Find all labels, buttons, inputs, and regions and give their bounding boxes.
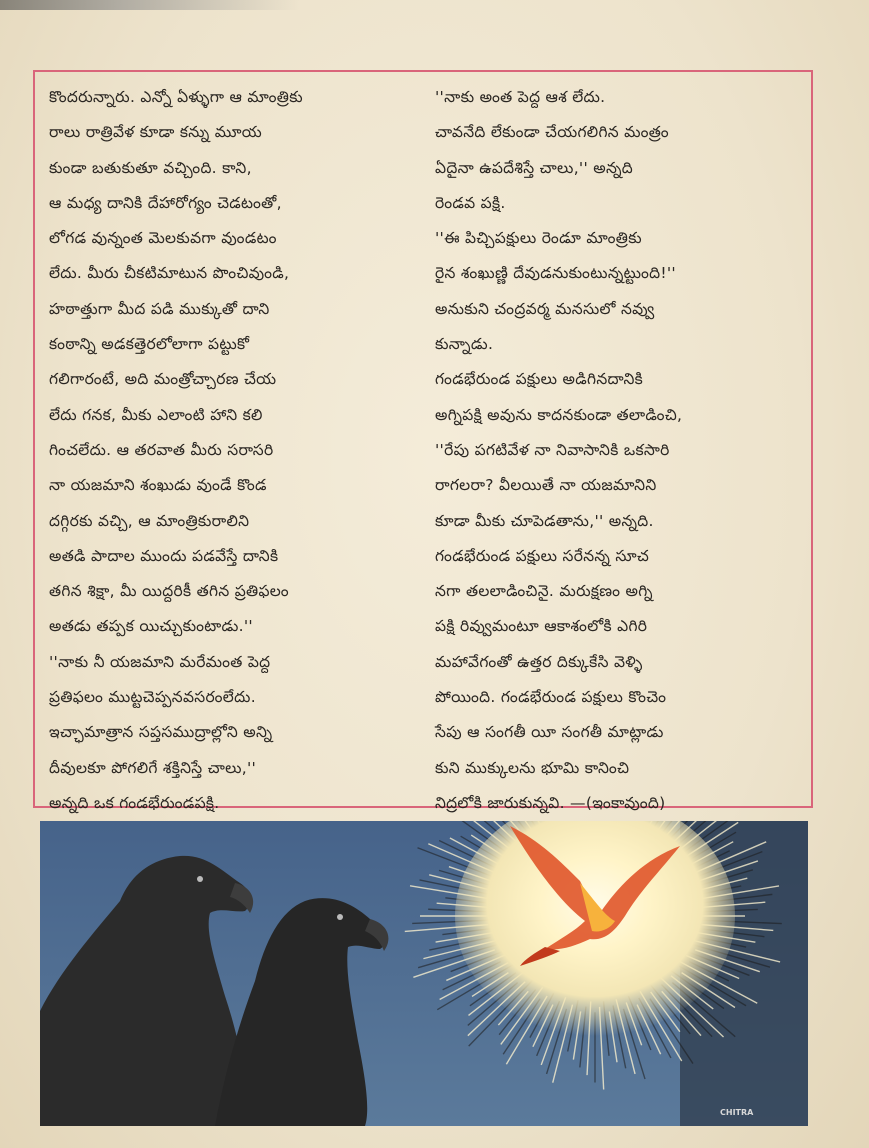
text-line: రాగలరా? వీలయితే నా యజమానిని bbox=[435, 476, 657, 495]
text-line: దీవులకూ పోగలిగే శక్తినిస్తే చాలు,'' bbox=[49, 758, 257, 777]
text-line: సేపు ఆ సంగతీ యీ సంగతీ మాట్లాడు bbox=[435, 723, 664, 742]
text-line: తగిన శిక్షా, మీ యిద్దరికీ తగిన ప్రతిఫలం bbox=[49, 582, 289, 601]
text-line: గండభేరుండ పక్షులు అడిగినదానికి bbox=[435, 370, 644, 389]
text-line: అతడి పాదాల ముందు పడవేస్తే దానికి bbox=[49, 546, 279, 565]
text-line: లేదు. మీరు చీకటిమాటున పొంచివుండి, bbox=[49, 264, 290, 283]
text-line: ఆ మధ్య దానికి దేహారోగ్యం చెడటంతో, bbox=[49, 193, 282, 212]
text-line: అతడు తప్పక యిచ్చుకుంటాడు.'' bbox=[49, 617, 253, 636]
story-text-frame bbox=[33, 70, 813, 812]
text-line: కంఠాన్ని అడకత్తెరలోలాగా పట్టుకో bbox=[49, 335, 250, 354]
left-text-column bbox=[49, 80, 401, 821]
text-line: రెండవ పక్షి. bbox=[435, 193, 506, 212]
text-line: కొందరున్నారు. ఎన్నో ఏళ్ళుగా ఆ మాంత్రికు bbox=[49, 88, 303, 106]
text-line: లోగడ వున్నంత మెలకువగా వుండటం bbox=[49, 229, 277, 248]
text-line: ఏదైనా ఉపదేశిస్తే చాలు,'' అన్నది bbox=[435, 158, 634, 177]
right-text-column bbox=[435, 80, 787, 821]
text-line: లేదు గనక, మీకు ఎలాంటి హాని కలి bbox=[49, 405, 263, 424]
text-line: హఠాత్తుగా మీద పడి ముక్కుతో దాని bbox=[49, 299, 270, 318]
text-line: రైన శంఖుణ్ణి దేవుడనుకుంటున్నట్టుంది!'' bbox=[435, 264, 676, 283]
text-line: ఇచ్ఛామాత్రాన సప్తసముద్రాల్లోని అన్ని bbox=[49, 723, 273, 742]
top-edge-stain bbox=[0, 0, 300, 10]
text-line: ''నాకు అంత పెద్ద ఆశ లేదు. bbox=[435, 88, 606, 106]
text-line: అన్నది ఒక గండభేరుండపక్షి. bbox=[49, 793, 220, 812]
text-line: అనుకుని చంద్రవర్మ మనసులో నవ్వు bbox=[435, 299, 655, 318]
text-line: కుని ముక్కులను భూమి కానించి bbox=[435, 758, 630, 777]
story-illustration bbox=[40, 821, 808, 1126]
text-line: పక్షి రివ్వుమంటూ ఆకాశంలోకి ఎగిరి bbox=[435, 617, 648, 636]
illustration-svg bbox=[40, 821, 808, 1126]
text-line: గించలేదు. ఆ తరవాత మీరు సరాసరి bbox=[49, 440, 274, 459]
text-line: ''ఈ పిచ్చిపక్షులు రెండూ మాంత్రికు bbox=[435, 229, 642, 248]
text-line: అగ్నిపక్షి అవును కాదనకుండా తలాడించి, bbox=[435, 405, 683, 424]
artist-signature: CHITRA bbox=[720, 1108, 754, 1117]
text-line: ''రేపు పగటివేళ నా నివాసానికి ఒకసారి bbox=[435, 440, 670, 459]
text-line: కూడా మీకు చూపెడతాను,'' అన్నది. bbox=[435, 511, 654, 530]
text-line: గలిగారంటే, అది మంత్రోచ్చారణ చేయ bbox=[49, 370, 277, 389]
text-line: దగ్గిరకు వచ్చి, ఆ మాంత్రికురాలిని bbox=[49, 511, 250, 530]
text-line: కుండా బతుకుతూ వచ్చింది. కాని, bbox=[49, 158, 252, 177]
text-line: చావనేది లేకుండా చేయగలిగిన మంత్రం bbox=[435, 123, 669, 142]
text-line: నగా తలలాడించినై. మరుక్షణం అగ్ని bbox=[435, 582, 653, 601]
text-line: ''నాకు నీ యజమాని మరేమంత పెద్ద bbox=[49, 652, 271, 671]
text-line: నా యజమాని శంఖుడు వుండే కొండ bbox=[49, 476, 267, 495]
text-line: కున్నాడు. bbox=[435, 335, 494, 354]
text-line: ప్రతిఫలం ముట్టచెప్పనవసరంలేదు. bbox=[49, 688, 256, 707]
text-line: మహావేగంతో ఉత్తర దిక్కుకేసి వెళ్ళి bbox=[435, 652, 643, 671]
text-line: నిద్రలోకి జారుకున్నవి. —(ఇంకావుంది) bbox=[435, 793, 666, 812]
text-line: రాలు రాత్రివేళ కూడా కన్ను మూయ bbox=[49, 123, 263, 142]
text-line: పోయింది. గండభేరుండ పక్షులు కొంచెం bbox=[435, 688, 667, 707]
text-line: గండభేరుండ పక్షులు సరేనన్న సూచ bbox=[435, 546, 650, 565]
